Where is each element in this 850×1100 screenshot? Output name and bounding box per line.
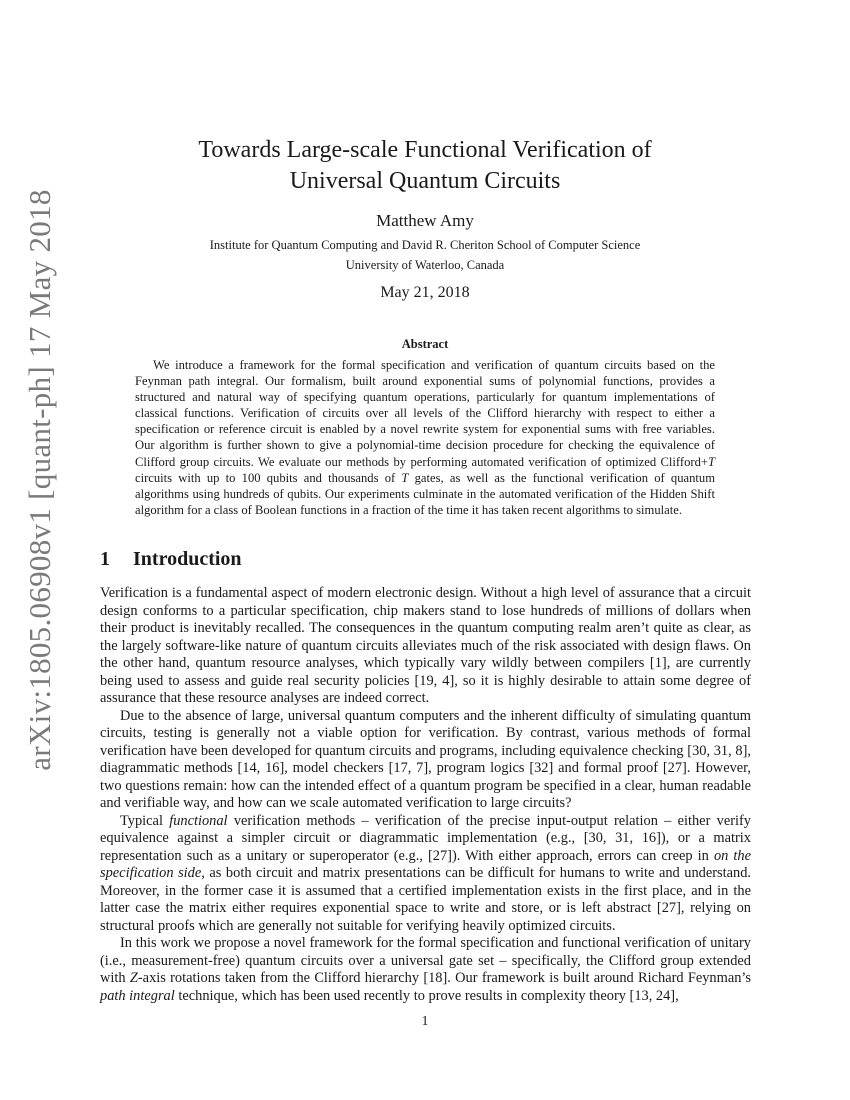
paragraph-3-text-b: verification methods – verification of the precise input-output relation – either verify equivalence against a simpler circuit or diagrammatic implementation (e.g., [30, 31, 16]), or a matrix representation such as a unitary or superoperator (e.g., [27]). With either approach, errors can creep in	[100, 812, 751, 864]
section-title: Introduction	[133, 548, 242, 570]
paragraph-4-emphasis-path-integral: path integral	[100, 987, 175, 1004]
section-number: 1	[100, 548, 110, 570]
paragraph-3-text-a: Typical	[120, 812, 170, 829]
paragraph-4-text-c: technique, which has been used recently to prove results in complexity theory [13, 24],	[174, 987, 679, 1004]
page-number: 1	[421, 1014, 429, 1029]
paragraph-3-text-c: , as both circuit and matrix presentations can be difficult for humans to write and understand. Moreover, in the former case it is assumed that a certified implementation exists in the first place, and in the latter case the matrix either requires exponential space to write and store, or is left abstract [27], relying on structural proofs which are generally not suitable for verifying heavily optimized circuits.	[100, 865, 751, 934]
paragraph-4-text-a: In this work we propose a novel framework for the formal specification and functional verification of unitary (i.e., measurement-free) quantum circuits over a universal gate set – specifically, the Clifford group extended with	[100, 935, 751, 986]
paper-title	[100, 135, 750, 197]
abstract-text-3: gates, as well as the functional verification of quantum algorithms using hundreds of qubits. Our experiments culminate in the automated verification of the Hidden Shift algorithm for a class of Boolean functions in a fraction of the time it has taken recent algorithms to simulate.	[135, 470, 715, 517]
paragraph-4-text-b: -axis rotations taken from the Clifford hierarchy [18]. Our framework is built around Richard Feynman’s	[137, 970, 751, 986]
title-line-2: Universal Quantum Circuits	[289, 168, 561, 194]
section-heading-introduction	[100, 548, 242, 571]
affiliation-line-1: Institute for Quantum Computing and David R. Cheriton School of Computer Science	[209, 238, 641, 252]
title-line-1: Towards Large-scale Functional Verification of	[198, 137, 652, 163]
paragraph-4-math-z: Z	[129, 970, 138, 986]
paragraph-3	[100, 813, 751, 936]
paragraph-1: Verification is a fundamental aspect of modern electronic design. Without a high level of assurance that a circuit design conforms to a particular specification, chip makers stand to lose hundreds of millions of dollars when their product is inevitably recalled. The consequences in the quantum computing realm aren’t quite as clear, as the largely software-like nature of quantum circuits alleviates much of the risk associated with design flaws. On the other hand, quantum resource analyses, which typically vary wildly between compilers [1], are currently being used to assess and guide real security policies [19, 4], so it is highly desirable to attain some degree of assurance that these resource analyses are indeed correct.	[100, 585, 751, 706]
abstract-math-t-1: T	[707, 454, 715, 469]
introduction-body	[100, 585, 751, 1005]
author-name: Matthew Amy	[376, 211, 474, 230]
abstract-text-1: We introduce a framework for the formal specification and verification of quantum circuits based on the Feynman path integral. Our formalism, built around exponential sums of polynomial functions, provides a structured and natural way of specifying quantum operations, particularly for quantum implementations of classical functions. Verification of circuits over all levels of the Clifford hierarchy with respect to either a specification or reference circuit is enabled by a novel rewrite system for exponential sums with free variables. Our algorithm is further shown to give a polynomial-time decision procedure for checking the equivalence of Clifford group circuits. We evaluate our methods by performing automated verification of optimized Clifford+	[135, 358, 715, 469]
abstract-text-2: circuits with up to 100 qubits and thousands of	[135, 470, 402, 485]
paragraph-3-emphasis-functional: functional	[169, 812, 228, 829]
paragraph-3-emphasis-specification: on the specification side	[100, 847, 751, 881]
paragraph-2: Due to the absence of large, universal quantum computers and the inherent difficulty of simulating quantum circuits, testing is generally not a viable option for verification. By contrast, various methods of formal verification have been developed for quantum circuits and programs, including equivalence checking [30, 31, 8], diagrammatic methods [14, 16], model checkers [17, 7], program logics [32] and formal proof [27]. However, two questions remain: how can the intended effect of a quantum program be specified in a clear, human readable and verifiable way, and how can we scale automated verification to large circuits?	[100, 707, 751, 811]
affiliation-line-2: University of Waterloo, Canada	[345, 258, 505, 272]
abstract-heading: Abstract	[401, 337, 449, 351]
paragraph-4	[100, 935, 751, 1005]
author-affiliation	[100, 235, 750, 275]
abstract-body	[135, 357, 715, 518]
arxiv-identifier-stamp: arXiv:1805.06908v1 [quant-ph] 17 May 2018	[22, 189, 57, 771]
publication-date: May 21, 2018	[380, 284, 470, 301]
abstract-math-t-2: T	[401, 470, 409, 485]
